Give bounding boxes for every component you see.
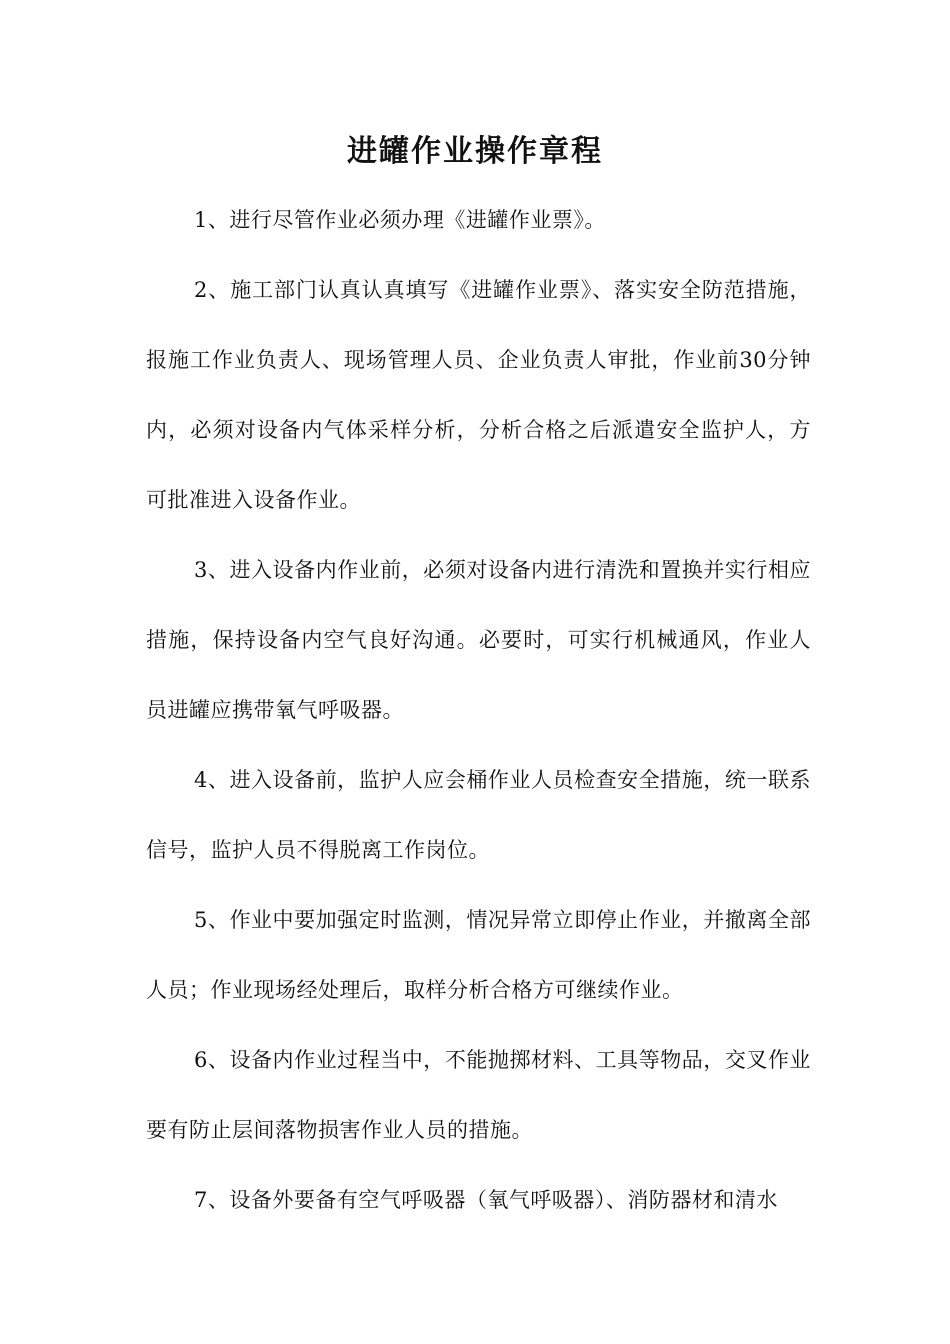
paragraph-6: 6、设备内作业过程当中，不能抛掷材料、工具等物品，交叉作业要有防止层间落物损害作业人员的措施。 [146,1048,811,1142]
paragraph-2: 2、施工部门认真认真填写《进罐作业票》、落实安全防范措施，报施工作业负责人、现场管理人员、企业负责人审批，作业前30分钟内，必须对设备内气体采样分析，分析合格之后派遣安全监护人，方可批准进入设备作业。 [146,278,811,512]
document-title: 进罐作业操作章程 [347,134,603,169]
paragraph-5: 5、作业中要加强定时监测，情况异常立即停止作业，并撤离全部人员；作业现场经处理后，取样分析合格方可继续作业。 [146,908,811,1002]
paragraph-4: 4、进入设备前，监护人应会桶作业人员检查安全措施，统一联系信号，监护人员不得脱离工作岗位。 [146,768,811,862]
paragraph-3: 3、进入设备内作业前，必须对设备内进行清洗和置换并实行相应措施，保持设备内空气良好沟通。必要时，可实行机械通风，作业人员进罐应携带氧气呼吸器。 [146,558,811,722]
paragraph-7: 7、设备外要备有空气呼吸器（氧气呼吸器）、消防器材和清水 [194,1188,778,1212]
document-body [146,185,811,1235]
paragraph-1: 1、进行尽管作业必须办理《进罐作业票》。 [194,208,606,232]
